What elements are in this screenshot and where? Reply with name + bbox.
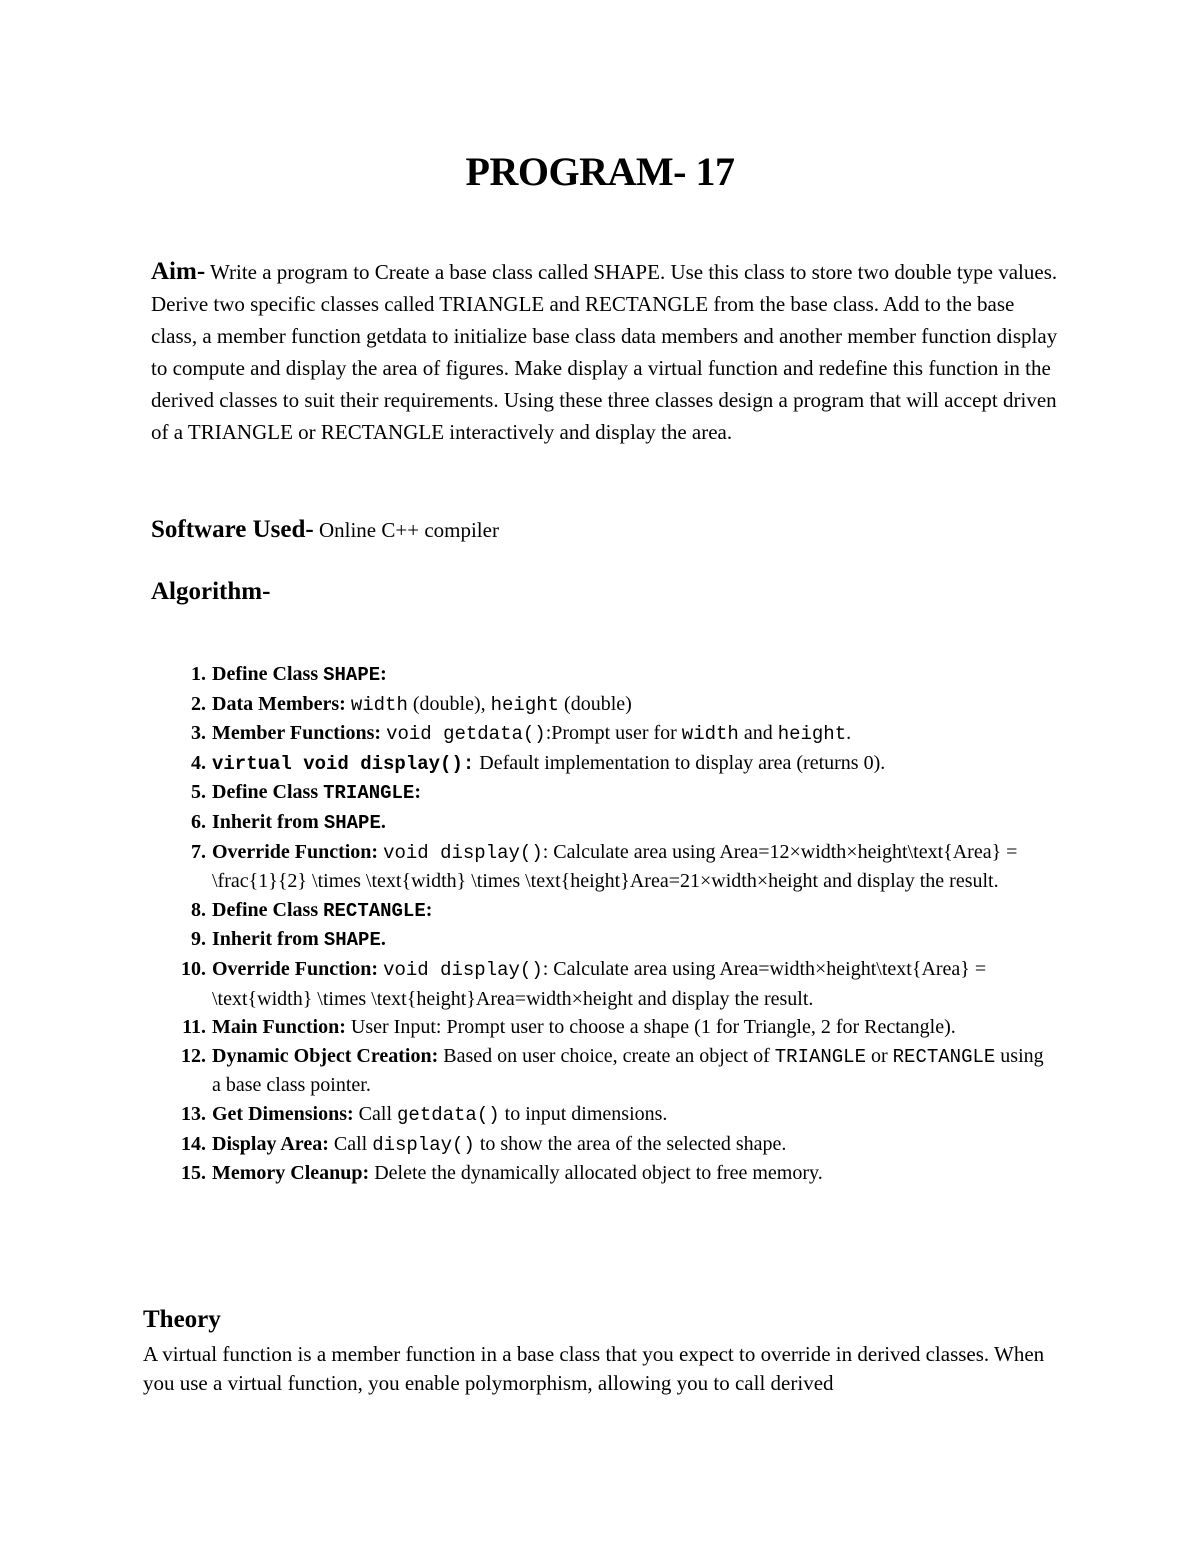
algorithm-heading: Algorithm- <box>151 578 271 605</box>
list-item: 6. Inherit from SHAPE. <box>191 810 386 834</box>
page-title: PROGRAM- 17 <box>465 149 735 194</box>
list-item: 1. Define Class SHAPE: <box>191 663 387 686</box>
list-item: 7. Override Function: void display(): Calculate area using Area=12×width×height\text{Area} = \frac{1}{2} \times \text{width} \times \text{height}Area=21×width×height and display the result. <box>191 840 1018 893</box>
list-item: 4. virtual void display(): Default implementation to display area (returns 0). <box>191 751 886 775</box>
list-item: 9. Inherit from SHAPE. <box>191 928 386 952</box>
list-item: 3. Member Functions: void getdata():Prompt user for width and height. <box>191 722 852 746</box>
software-used <box>151 516 499 544</box>
software-label: Software Used- <box>151 516 314 543</box>
list-item: 13. Get Dimensions: Call getdata() to input dimensions. <box>181 1102 668 1126</box>
list-item: 12. Dynamic Object Creation: Based on user choice, create an object of TRIANGLE or RECTANGLE using a base class pointer. <box>181 1044 1044 1097</box>
list-item: 15. Memory Cleanup: Delete the dynamically allocated object to free memory. <box>181 1162 823 1185</box>
list-item: 11. Main Function: User Input: Prompt user to choose a shape (1 for Triangle, 2 for Rectangle). <box>182 1016 956 1039</box>
aim-label: Aim- <box>151 258 206 285</box>
list-item: 5. Define Class TRIANGLE: <box>191 781 421 805</box>
aim-text: Write a program to Create a base class called SHAPE. Use this class to store two double type values. Derive two specific classes called TRIANGLE and RECTANGLE from the base class. Add to the base class, a member function getdata to initialize base class data members and another member function display to compute and display the area of figures. Make display a virtual function and redefine this function in the derived classes to suit their requirements. Using these three classes design a program that will accept driven of a TRIANGLE or RECTANGLE interactively and display the area. <box>151 260 1058 444</box>
aim-paragraph <box>151 256 1061 448</box>
list-item: 2. Data Members: width (double), height (double) <box>191 692 632 716</box>
algorithm-steps <box>174 660 1054 1188</box>
software-text: Online C++ compiler <box>313 518 499 542</box>
list-item: 14. Display Area: Call display() to show the area of the selected shape. <box>181 1132 787 1156</box>
list-item: 10. Override Function: void display(): Calculate area using Area=width×height\text{Area} = \text{width} \times \text{height}Area=width×height and display the result. <box>181 957 987 1010</box>
theory-heading: Theory <box>143 1306 221 1333</box>
theory-paragraph: A virtual function is a member function in a base class that you expect to override in derived classes. When you use a virtual function, you enable polymorphism, allowing you to call derived <box>143 1342 1045 1395</box>
list-item: 8. Define Class RECTANGLE: <box>191 898 433 922</box>
